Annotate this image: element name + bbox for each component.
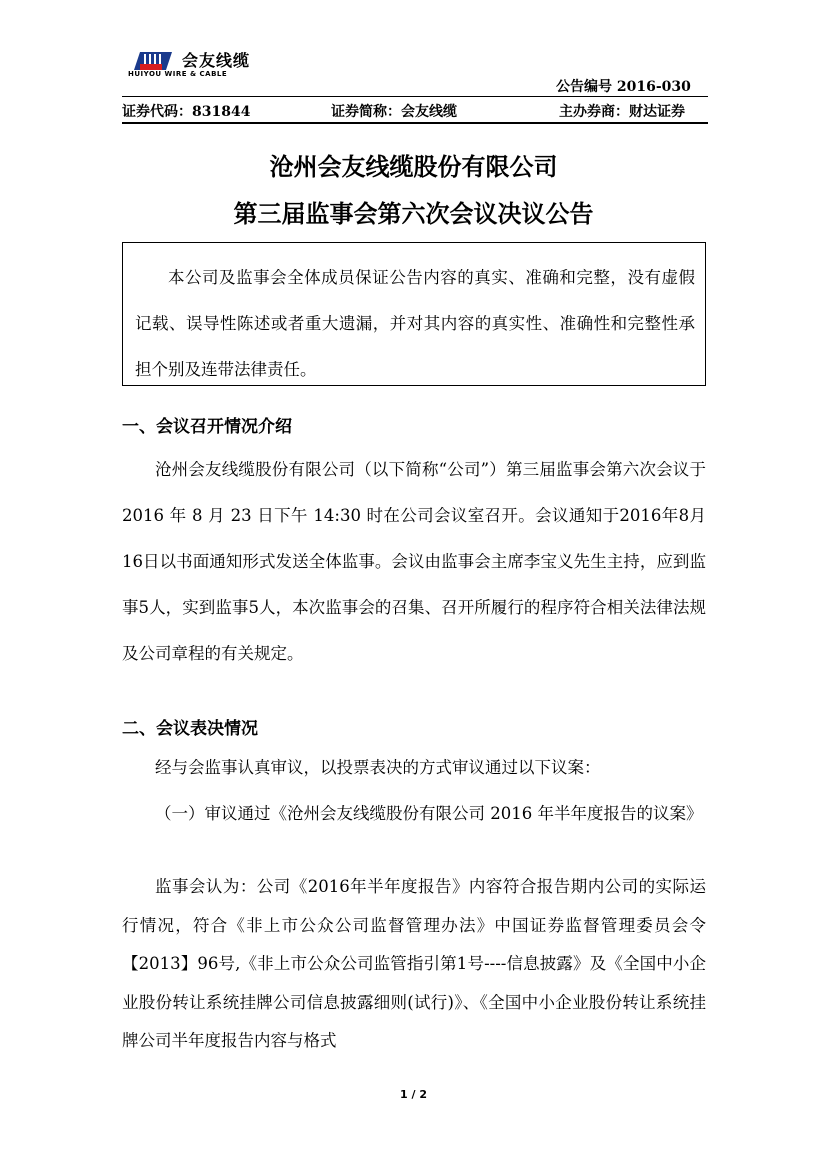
meeting-info-paragraph: 沧州会友线缆股份有限公司（以下简称“公司”）第三届监事会第六次会议于 2016 年 8 月 23 日下午 14:30 时在公司会议室召开。会议通知于2016年8月16日以书面通知形式发送全体监事。会议由监事会主席李宝义先生主持，应到监事5人，实到监事5人，本次监事会的召集、召开所履行的程序符合相关法律法规及公司章程的有关规定。 [122,460,706,663]
resolution-item-1: （一）审议通过《沧州会友线缆股份有限公司 2016 年半年度报告的议案》 [155,804,703,823]
securities-code: 证券代码：831844 [122,104,251,120]
page-number: 1 / 2 [400,1088,427,1101]
logo-text-en: HUIYOU WIRE & CABLE [128,70,228,78]
document-title-company: 沧州会友线缆股份有限公司 [269,152,558,181]
disclaimer-text: 本公司及监事会全体成员保证公告内容的真实、准确和完整，没有虚假记载、误导性陈述或者重大遗漏，并对其内容的真实性、准确性和完整性承担个别及连带法律责任。 [135,268,695,379]
sponsor-broker: 主办券商：财达证券 [559,104,685,120]
supervisory-opinion-paragraph: 监事会认为：公司《2016年半年度报告》内容符合报告期内公司的实际运行情况，符合《非上市公众公司监督管理办法》中国证券监督管理委员会令【2013】96号,《非上市公众公司监管指引第1号----信息披露》及《全国中小企业股份转让系统挂牌公司信息披露细则(试行)》、《全国中小企业股份转让系统挂牌公司半年度报告内容与格式 [122,877,706,1050]
header-divider-top [122,96,708,97]
section-heading-voting: 二、会议表决情况 [122,719,258,739]
logo-text-cn: 会友线缆 [182,51,251,70]
company-logo [122,46,282,86]
disclaimer-box [122,242,706,386]
announcement-number: 公告编号 2016-030 [556,79,691,95]
header-divider-bottom [122,122,708,124]
section-heading-meeting-info: 一、会议召开情况介绍 [122,417,292,437]
securities-abbreviation: 证券简称：会友线缆 [331,104,457,120]
voting-intro-paragraph: 经与会监事认真审议，以投票表决的方式审议通过以下议案： [155,758,601,777]
document-title-announcement: 第三届监事会第六次会议决议公告 [233,199,594,228]
